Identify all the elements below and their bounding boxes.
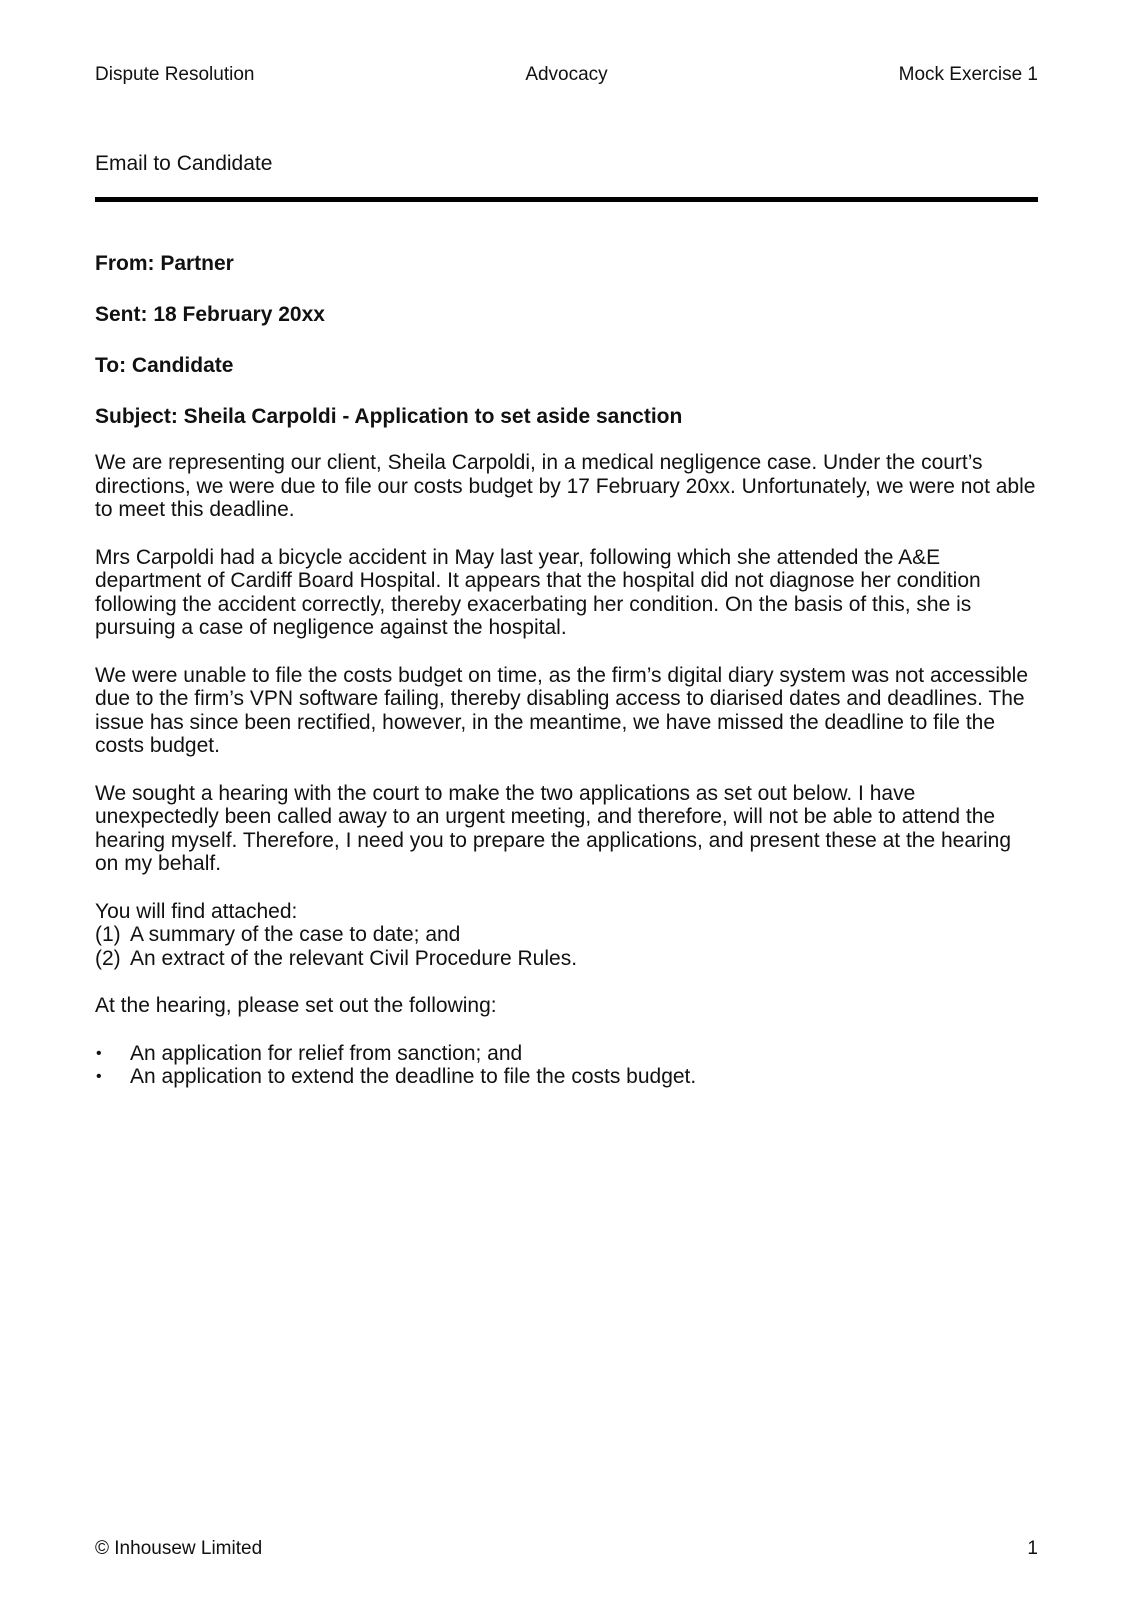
list-item-text: An application to extend the deadline to file the costs budget. [130, 1065, 697, 1088]
hearing-items-list [95, 1042, 1038, 1089]
list-item [95, 1042, 1038, 1066]
body-paragraph: Mrs Carpoldi had a bicycle accident in May last year, following which she attended the A&E department of Cardiff Board Hospital. It appears that the hospital did not diagnose her condition following the accident correctly, thereby exacerbating her condition. On the basis of this, she is pursuing a case of negligence against the hospital. [95, 545, 981, 639]
list-item [95, 1065, 1038, 1089]
footer-copyright: © Inhousew Limited [95, 1538, 263, 1559]
bullet-marker: • [96, 1068, 102, 1085]
email-subject: Subject: Sheila Carpoldi - Application to set aside sanction [95, 405, 683, 428]
list-item-text: An application for relief from sanction; and [130, 1041, 523, 1065]
bullet-marker: • [96, 1044, 102, 1062]
email-body [95, 451, 1038, 1089]
attachments-section [95, 900, 1038, 971]
list-number: (1) [95, 923, 121, 946]
page-number: 1 [1027, 1538, 1038, 1559]
document-page [95, 0, 1038, 1620]
body-paragraph: We are representing our client, Sheila Carpoldi, in a medical negligence case. Under the court’s directions, we were due to file our costs budget by 17 February 20xx. Unfortunately, we were not able to meet this deadline. [95, 451, 1036, 521]
hearing-intro: At the hearing, please set out the following: [95, 994, 497, 1017]
list-item-text: An extract of the relevant Civil Procedure Rules. [130, 946, 578, 970]
header-exercise-name: Mock Exercise 1 [898, 64, 1038, 85]
email-to: To: Candidate [95, 354, 234, 377]
list-item [95, 923, 1038, 947]
email-header [95, 250, 1038, 431]
page-footer [95, 1536, 1038, 1562]
document-title: Email to Candidate [95, 152, 273, 175]
running-header [95, 62, 1038, 88]
list-number: (2) [95, 946, 121, 970]
attachments-intro: You will find attached: [95, 899, 298, 923]
header-section-name: Dispute Resolution [95, 64, 255, 85]
email-from: From: Partner [95, 252, 234, 275]
body-paragraph: We were unable to file the costs budget on time, as the firm’s digital diary system was not accessible due to the firm’s VPN software failing, thereby disabling access to diarised dates and deadlines. The issue has since been rectified, however, in the meantime, we have missed the deadline to file the costs budget. [95, 663, 1029, 757]
email-sent: Sent: 18 February 20xx [95, 303, 325, 326]
list-item-text: A summary of the case to date; and [130, 923, 461, 946]
header-module-name: Advocacy [525, 64, 608, 85]
title-divider [95, 197, 1038, 202]
list-item [95, 947, 1038, 971]
attachments-list [95, 923, 1038, 970]
body-paragraph: We sought a hearing with the court to make the two applications as set out below. I have unexpectedly been called away to an urgent meeting, and therefore, will not be able to attend the hearing myself. Therefore, I need you to prepare the applications, and present these at the hearing on my behalf. [95, 781, 1012, 875]
